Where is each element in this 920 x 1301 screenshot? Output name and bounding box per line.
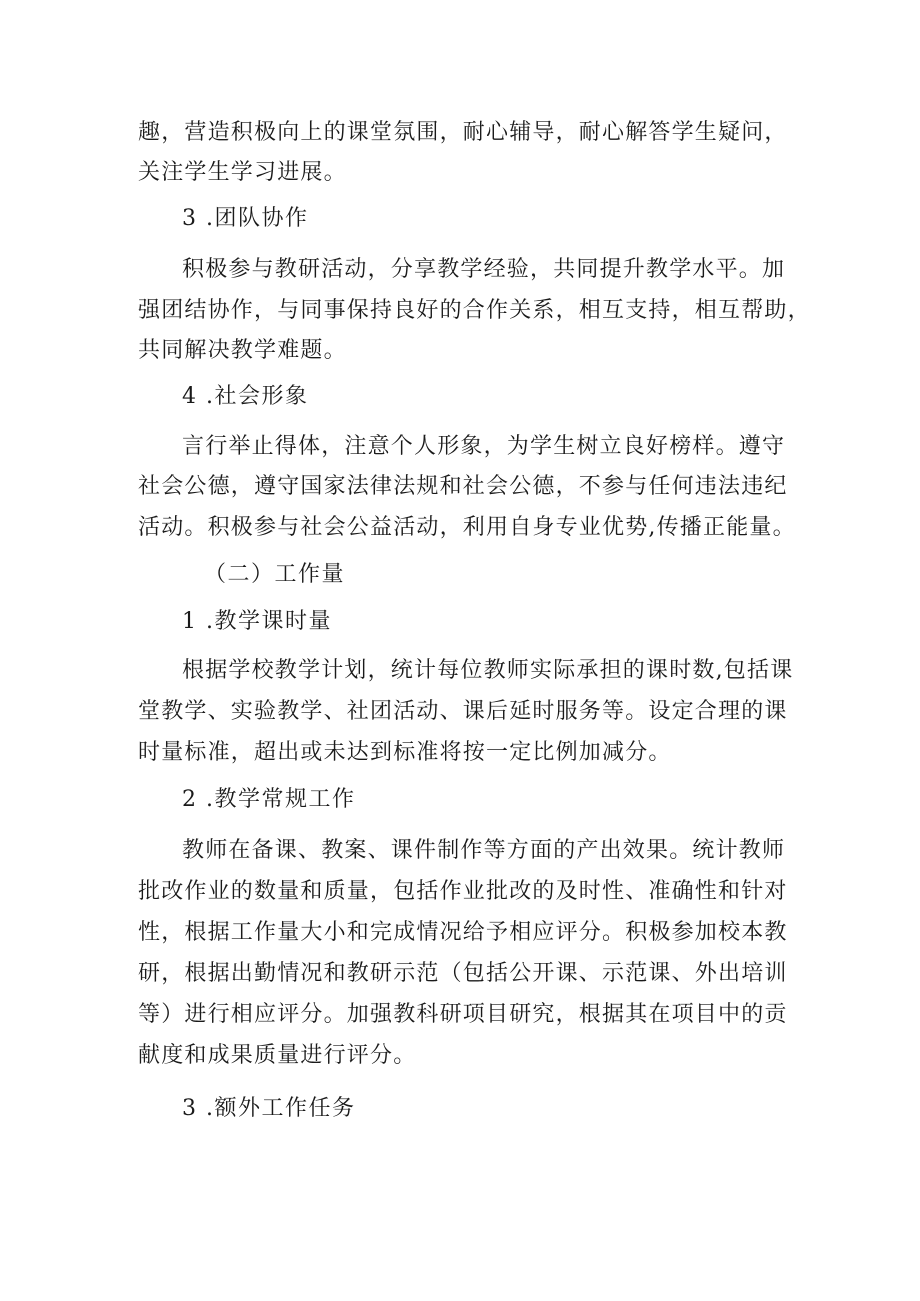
paragraph-line: 教师在备课、教案、课件制作等方面的产出效果。统计教师 bbox=[182, 838, 786, 863]
paragraph-line: 献度和成果质量进行评分。 bbox=[138, 1043, 417, 1068]
paragraph-line: 活动。积极参与社会公益活动，利用自身专业优势,传播正能量。 bbox=[138, 515, 796, 540]
subheading-social-image: 4 .社会形象 bbox=[182, 384, 309, 409]
subheading-teaching-routine: 2 .教学常规工作 bbox=[182, 787, 356, 812]
paragraph-line: 性，根据工作量大小和完成情况给予相应评分。积极参加校本教 bbox=[138, 920, 788, 945]
subheading-teaching-hours: 1 .教学课时量 bbox=[182, 609, 332, 634]
paragraph-line: 强团结协作，与同事保持良好的合作关系，相互支持，相互帮助， bbox=[138, 298, 811, 323]
paragraph-line: 言行举止得体，注意个人形象，为学生树立良好榜样。遵守 bbox=[182, 434, 786, 459]
paragraph-line: 共同解决教学难题。 bbox=[138, 338, 347, 363]
paragraph-line: 时量标准，超出或未达到标准将按一定比例加减分。 bbox=[138, 740, 672, 765]
paragraph-line: 批改作业的数量和质量，包括作业批改的及时性、准确性和针对 bbox=[138, 879, 788, 904]
paragraph-line: 社会公德，遵守国家法律法规和社会公德，不参与任何违法违纪 bbox=[138, 474, 788, 499]
paragraph-line: 关注学生学习进展。 bbox=[138, 160, 347, 185]
paragraph-line: 等）进行相应评分。加强教科研项目研究，根据其在项目中的贡 bbox=[138, 1002, 788, 1027]
subheading-team-collaboration: 3 .团队协作 bbox=[182, 206, 309, 231]
paragraph-line: 根据学校教学计划，统计每位教师实际承担的课时数,包括课 bbox=[182, 658, 794, 683]
section-heading-workload: （二）工作量 bbox=[204, 562, 346, 587]
subheading-extra-tasks: 3 .额外工作任务 bbox=[182, 1096, 356, 1121]
paragraph-line: 趣，营造积极向上的课堂氛围，耐心辅导，耐心解答学生疑问， bbox=[138, 120, 788, 145]
paragraph-line: 积极参与教研活动，分享教学经验，共同提升教学水平。加 bbox=[182, 257, 786, 282]
paragraph-line: 堂教学、实验教学、社团活动、课后延时服务等。设定合理的课 bbox=[138, 699, 788, 724]
paragraph-line: 研，根据出勤情况和教研示范（包括公开课、示范课、外出培训 bbox=[138, 961, 788, 986]
